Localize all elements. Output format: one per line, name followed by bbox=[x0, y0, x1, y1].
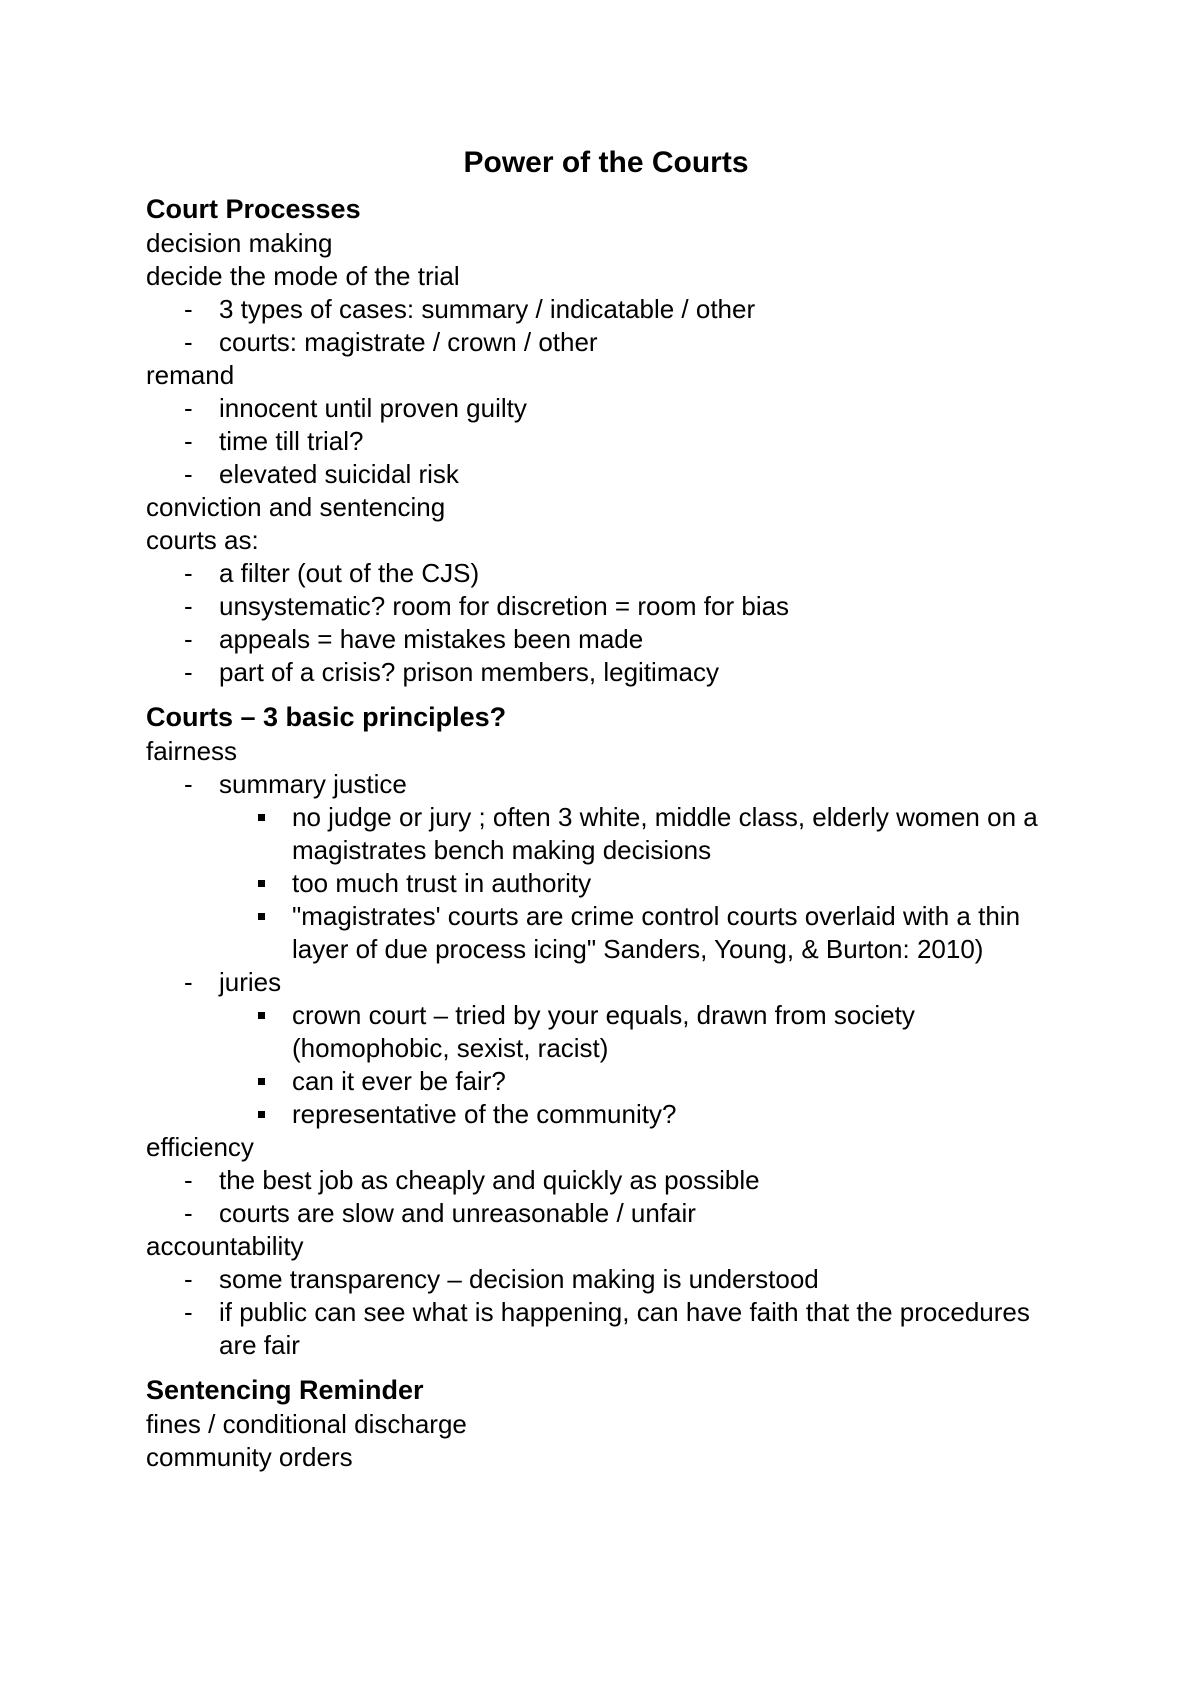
topic-line: decide the mode of the trial bbox=[146, 261, 460, 291]
square-bullet-item bbox=[146, 999, 1066, 1065]
dash-marker: - bbox=[184, 1198, 193, 1228]
square-bullet-icon bbox=[258, 814, 265, 821]
square-bullet-icon bbox=[258, 1078, 265, 1085]
dash-list-item bbox=[146, 557, 1066, 590]
dash-marker: - bbox=[184, 967, 193, 997]
square-bullet-item bbox=[146, 1098, 1066, 1131]
square-bullet-icon bbox=[258, 1012, 265, 1019]
dash-list-item bbox=[146, 590, 1066, 623]
square-bullet-item bbox=[146, 867, 1066, 900]
dash-list-item bbox=[146, 425, 1066, 458]
list-item-text: elevated suicidal risk bbox=[219, 459, 459, 489]
list-item-text: too much trust in authority bbox=[292, 868, 592, 898]
dash-list-item bbox=[146, 966, 1066, 999]
dash-marker: - bbox=[184, 426, 193, 456]
topic-line: accountability bbox=[146, 1231, 304, 1261]
dash-marker: - bbox=[184, 294, 193, 324]
square-bullet-icon bbox=[258, 1111, 265, 1118]
dash-list-item bbox=[146, 458, 1066, 491]
topic-line: courts as: bbox=[146, 525, 259, 555]
list-item-text: the best job as cheaply and quickly as possible bbox=[219, 1165, 760, 1195]
list-item-text: unsystematic? room for discretion = room for bias bbox=[219, 591, 790, 621]
document-body bbox=[146, 143, 1066, 1474]
square-bullet-item bbox=[146, 801, 1066, 867]
list-item-text: appeals = have mistakes been made bbox=[219, 624, 644, 654]
dash-marker: - bbox=[184, 591, 193, 621]
dash-list-item bbox=[146, 293, 1066, 326]
list-item-text: crown court – tried by your equals, drawn from society (homophobic, sexist, racist) bbox=[292, 1000, 923, 1063]
sections-container bbox=[146, 193, 1066, 1474]
list-item-text: innocent until proven guilty bbox=[219, 393, 527, 423]
list-item-text: if public can see what is happening, can have faith that the procedures are fair bbox=[219, 1297, 1038, 1360]
document-title: Power of the Courts bbox=[463, 146, 749, 179]
square-bullet-item bbox=[146, 1065, 1066, 1098]
list-item-text: time till trial? bbox=[219, 426, 364, 456]
topic-line: efficiency bbox=[146, 1132, 254, 1162]
list-item-text: no judge or jury ; often 3 white, middle class, elderly women on a magistrates bench making decisions bbox=[292, 802, 1045, 865]
dash-list-item bbox=[146, 326, 1066, 359]
dash-list-item bbox=[146, 1263, 1066, 1296]
topic-line: conviction and sentencing bbox=[146, 492, 446, 522]
list-item-text: "magistrates' courts are crime control courts overlaid with a thin layer of due process icing" Sanders, Young, & Burton: 2010) bbox=[292, 901, 1028, 964]
topic-line: remand bbox=[146, 360, 235, 390]
list-item-text: representative of the community? bbox=[292, 1099, 677, 1129]
dash-marker: - bbox=[184, 1264, 193, 1294]
dash-list-item bbox=[146, 1164, 1066, 1197]
topic-line: decision making bbox=[146, 228, 333, 258]
dash-marker: - bbox=[184, 459, 193, 489]
list-item-text: part of a crisis? prison members, legitimacy bbox=[219, 657, 719, 687]
section-heading: Sentencing Reminder bbox=[146, 1375, 424, 1405]
topic-line: fairness bbox=[146, 736, 238, 766]
section-heading: Court Processes bbox=[146, 194, 361, 224]
list-item-text: a filter (out of the CJS) bbox=[219, 558, 480, 588]
topic-line: fines / conditional discharge bbox=[146, 1409, 467, 1439]
square-bullet-icon bbox=[258, 913, 265, 920]
list-item-text: can it ever be fair? bbox=[292, 1066, 506, 1096]
list-item-text: juries bbox=[219, 967, 282, 997]
dash-marker: - bbox=[184, 558, 193, 588]
dash-marker: - bbox=[184, 1165, 193, 1195]
list-item-text: courts are slow and unreasonable / unfair bbox=[219, 1198, 696, 1228]
dash-list-item bbox=[146, 392, 1066, 425]
topic-line: community orders bbox=[146, 1442, 353, 1472]
dash-list-item bbox=[146, 1296, 1066, 1362]
dash-list-item bbox=[146, 623, 1066, 656]
dash-marker: - bbox=[184, 624, 193, 654]
dash-marker: - bbox=[184, 393, 193, 423]
section-heading: Courts – 3 basic principles? bbox=[146, 702, 507, 732]
list-item-text: some transparency – decision making is understood bbox=[219, 1264, 819, 1294]
dash-marker: - bbox=[184, 327, 193, 357]
dash-marker: - bbox=[184, 769, 193, 799]
dash-list-item bbox=[146, 656, 1066, 689]
dash-marker: - bbox=[184, 657, 193, 687]
dash-list-item bbox=[146, 768, 1066, 801]
square-bullet-icon bbox=[258, 880, 265, 887]
list-item-text: summary justice bbox=[219, 769, 407, 799]
dash-list-item bbox=[146, 1197, 1066, 1230]
dash-marker: - bbox=[184, 1297, 193, 1327]
list-item-text: courts: magistrate / crown / other bbox=[219, 327, 598, 357]
list-item-text: 3 types of cases: summary / indicatable / other bbox=[219, 294, 756, 324]
square-bullet-item bbox=[146, 900, 1066, 966]
